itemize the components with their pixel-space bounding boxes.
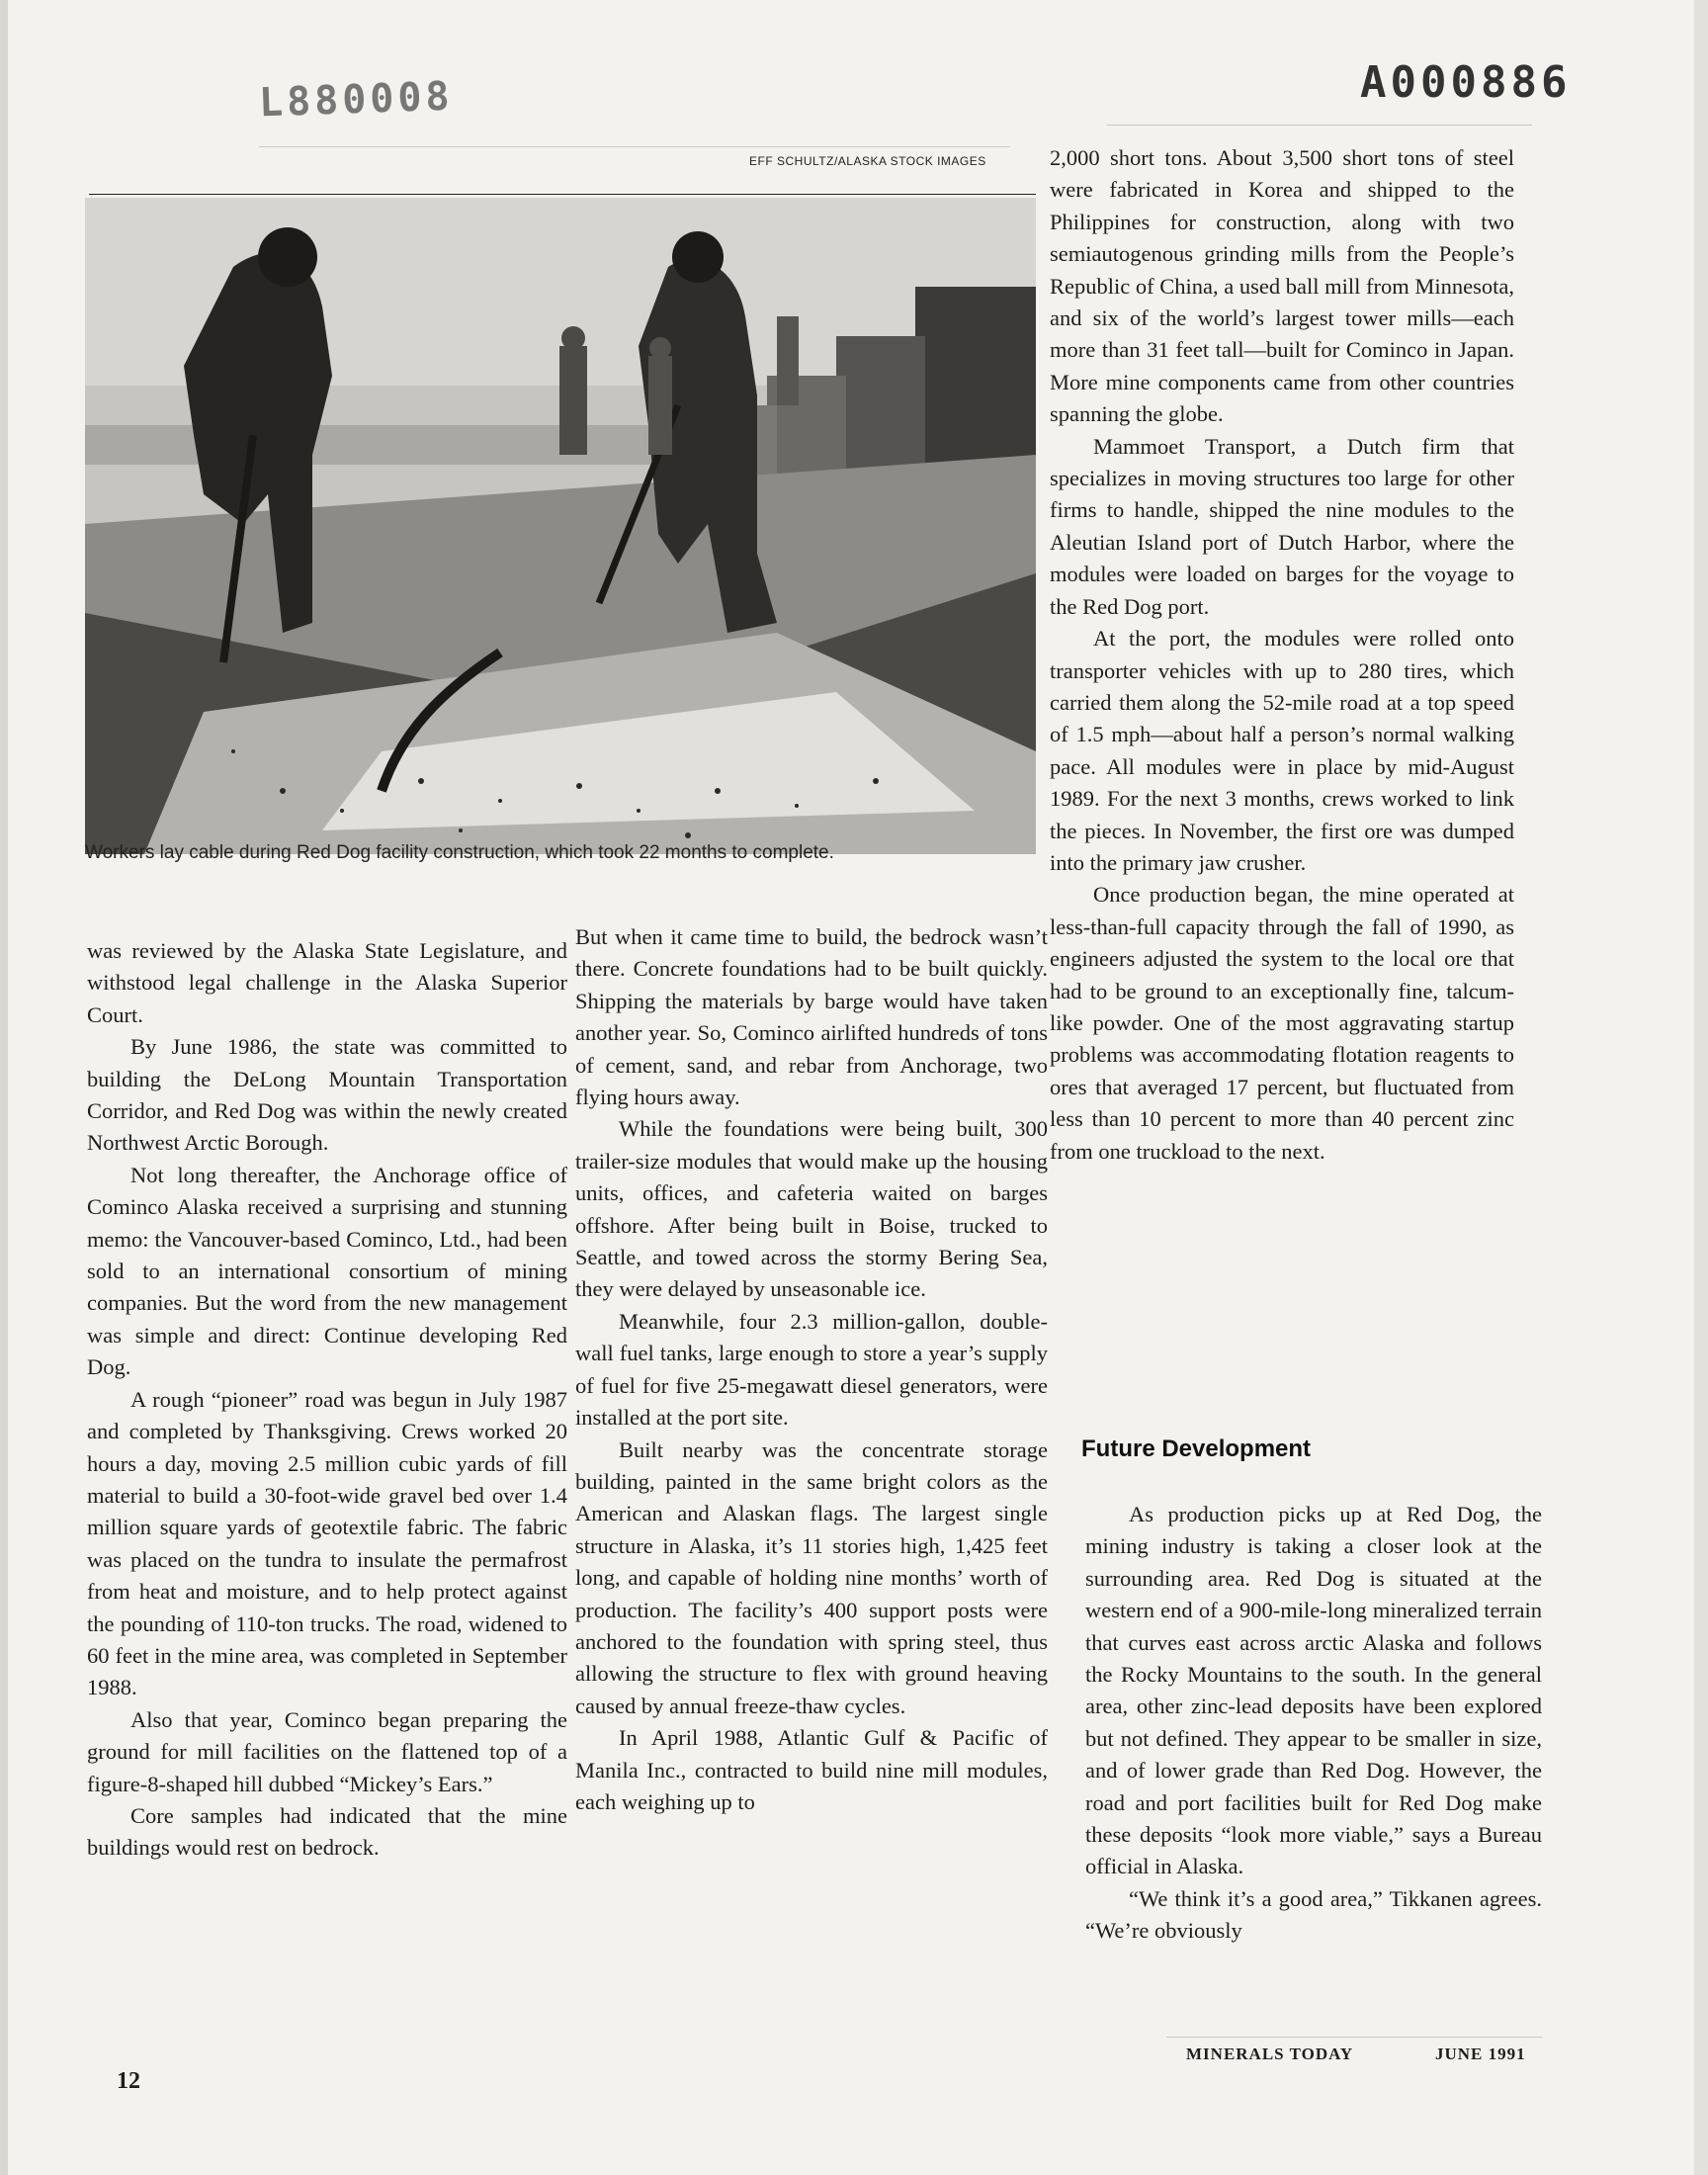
paragraph: Not long thereafter, the Anchorage office of Cominco Alaska received a surprising and stunning memo: the Vancouver-based Cominco, Ltd., had been sold to an international consortium of mining companies. But the word from the new management was simple and direct: Continue developing Red Dog.: [87, 1162, 567, 1380]
paragraph: Mammoet Transport, a Dutch firm that specializes in moving structures too large for other firms to handle, shipped the nine modules to the Aleutian Island port of Dutch Harbor, where the modules were loaded on barges for the voyage to the Red Dog port.: [1050, 433, 1514, 619]
faint-rule: [259, 146, 1010, 147]
photo-top-rule: [89, 194, 1036, 195]
paragraph: As production picks up at Red Dog, the mining industry is taking a closer look at the surrounding area. Red Dog is situated at the western end of a 900-mile-long mineralized terrain that curves east across arctic Alaska and follows the Rocky Mountains to the south. In the general area, other zinc-lead deposits have been explored but not defined. They appear to be smaller in size, and of lower grade than Red Dog. However, the road and port facilities built for Red Dog make these deposits “look more viable,” says a Bureau official in Alaska.: [1085, 1502, 1542, 1879]
paragraph: Also that year, Cominco began preparing the ground for mill facilities on the flattened top of a figure-8-shaped hill dubbed “Mickey’s Ears.”: [87, 1706, 567, 1796]
article-column-1: [87, 935, 567, 1865]
paragraph: At the port, the modules were rolled onto transporter vehicles with up to 280 tires, which carried them along the 52-mile road at a top speed of 1.5 mph—about half a person’s normal walking pace. All modules were in place by mid-August 1989. For the next 3 months, crews worked to link the pieces. In November, the first ore was dumped into the primary jaw crusher.: [1050, 626, 1514, 875]
paragraph: In April 1988, Atlantic Gulf & Pacific of Manila Inc., contracted to build nine mill modules, each weighing up to: [575, 1725, 1048, 1814]
paragraph: A rough “pioneer” road was begun in July 1987 and completed by Thanksgiving. Crews worked 20 hours a day, moving 2.5 million cubic yards of fill material to build a 30-foot-wide gravel bed over 1.4 million square yards of geotextile fabric. The fabric was placed on the tundra to insulate the permafrost from heat and moisture, and to help protect against the pounding of 110-ton trucks. The road, widened to 60 feet in the mine area, was completed in September 1988.: [87, 1386, 567, 1700]
paragraph: “We think it’s a good area,” Tikkanen agrees. “We’re obviously: [1085, 1885, 1542, 1944]
paragraph: Once production began, the mine operated at less-than-full capacity through the fall of 1990, as engineers adjusted the system to the local ore that had to be ground to an exceptionally fine, talcum-like powder. One of the most aggravating startup problems was accommodating flotation reagents to ores that averaged 17 percent, but fluctuated from less than 10 percent to more than 40 percent zinc from one truckload to the next.: [1050, 882, 1514, 1164]
paragraph: Built nearby was the concentrate storage building, painted in the same bright colors as the American and Alaskan flags. The largest single structure in Alaska, it’s 11 stories high, 1,425 feet long, and capable of holding nine months’ worth of production. The facility’s 400 support posts were anchored to the foundation with spring steel, thus allowing the structure to flex with ground heaving caused by annual freeze-thaw cycles.: [575, 1436, 1048, 1718]
scan-edge-right: [1694, 0, 1708, 2175]
page-number: 12: [117, 2068, 140, 2094]
paragraph: Core samples had indicated that the mine buildings would rest on bedrock.: [87, 1802, 567, 1861]
paragraph: Meanwhile, four 2.3 million-gallon, double-wall fuel tanks, large enough to store a year’s supply of fuel for five 25-megawatt diesel generators, were installed at the port site.: [575, 1308, 1048, 1431]
footer-publication: MINERALS TODAY: [1186, 2044, 1354, 2063]
bates-stamp-right: A000886: [1360, 57, 1572, 108]
scan-edge-left: [0, 0, 8, 2175]
paragraph: But when it came time to build, the bedrock wasn’t there. Concrete foundations had to be built quickly. Shipping the materials by barge would have taken another year. So, Cominco airlifted hundreds of tons of cement, sand, and rebar from Anchorage, two flying hours away.: [575, 924, 1048, 1110]
photo-credit: EFF SCHULTZ/ALASKA STOCK IMAGES: [749, 154, 986, 168]
paragraph: While the foundations were being built, 300 trailer-size modules that would make up the housing units, offices, and cafeteria waited on barges offshore. After being built in Boise, trucked to Seattle, and towed across the stormy Bering Sea, they were delayed by unseasonable ice.: [575, 1116, 1048, 1302]
construction-photo: [85, 198, 1036, 854]
footer-rule: [1166, 2037, 1542, 2038]
footer-date: JUNE 1991: [1435, 2044, 1526, 2063]
article-column-2: [575, 921, 1048, 1818]
article-column-3-top: [1050, 142, 1514, 1168]
paragraph: By June 1986, the state was committed to building the DeLong Mountain Transportation Corridor, and Red Dog was within the newly created Northwest Arctic Borough.: [87, 1034, 567, 1156]
article-column-3-bottom: [1085, 1499, 1542, 1948]
section-heading: Future Development: [1081, 1436, 1312, 1462]
paragraph: was reviewed by the Alaska State Legislature, and withstood legal challenge in the Alaska Superior Court.: [87, 938, 567, 1027]
photo-caption: Workers lay cable during Red Dog facility construction, which took 22 months to complete.: [85, 842, 834, 863]
bates-stamp-left: L880008: [258, 73, 455, 127]
paragraph: 2,000 short tons. About 3,500 short tons of steel were fabricated in Korea and shipped to the Philippines for construction, along with two semiautogenous grinding mills from the People’s Republic of China, a used ball mill from Minnesota, and six of the world’s largest tower mills—each more than 31 feet tall—built for Cominco in Japan. More mine components came from other countries spanning the globe.: [1050, 145, 1514, 427]
faint-rule: [1107, 125, 1532, 126]
photo-illustration: [85, 198, 1036, 854]
